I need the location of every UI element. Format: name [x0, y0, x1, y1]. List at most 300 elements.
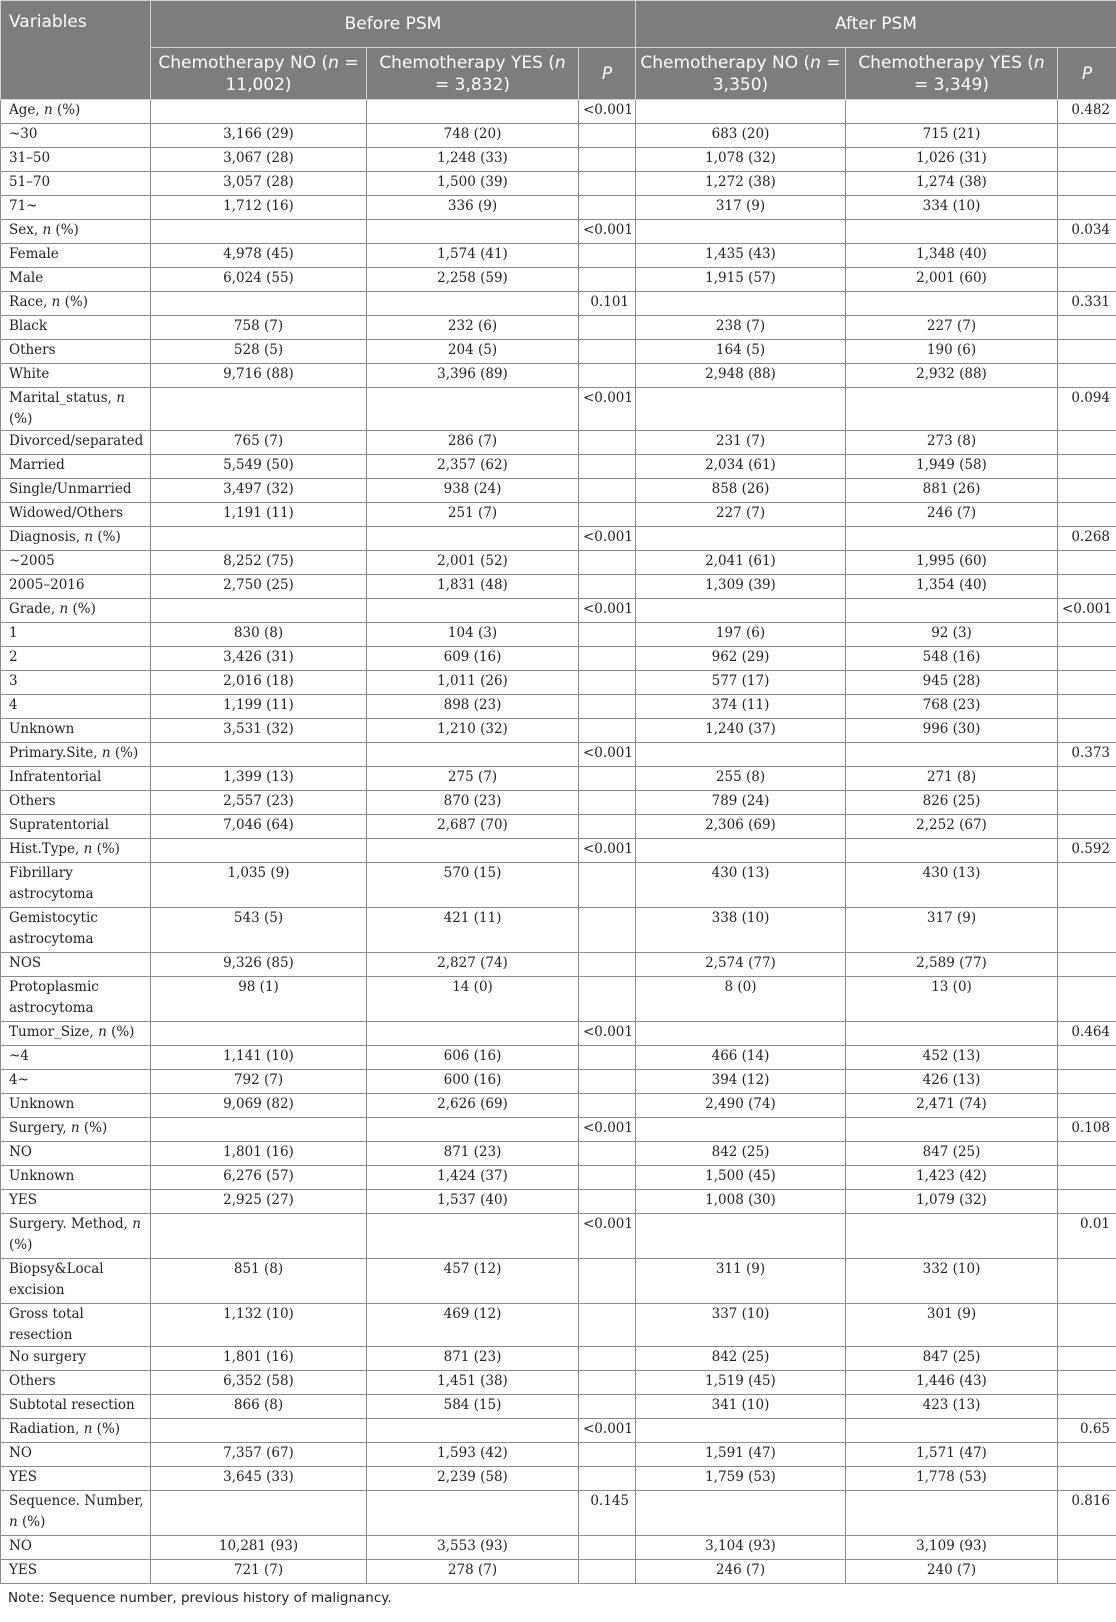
cell-before-p: <0.001 [579, 100, 636, 124]
table-row [1, 599, 1116, 623]
cell-after-chemo-yes: 1,079 (32) [846, 1190, 1058, 1214]
cell-after-chemo-no: 789 (24) [636, 791, 846, 815]
cell-before-p [579, 1094, 636, 1118]
cell-after-p [1058, 196, 1116, 220]
cell-after-chemo-no: 164 (5) [636, 340, 846, 364]
cell-after-p: 0.094 [1058, 388, 1116, 431]
cell-after-p [1058, 1190, 1116, 1214]
cell-before-chemo-no [151, 1419, 367, 1443]
cell-before-p [579, 791, 636, 815]
cell-after-p: 0.331 [1058, 292, 1116, 316]
cell-before-p: <0.001 [579, 388, 636, 431]
cell-before-p: <0.001 [579, 599, 636, 623]
cell-before-p: <0.001 [579, 1214, 636, 1259]
cell-before-chemo-no: 3,497 (32) [151, 479, 367, 503]
cell-before-p [579, 767, 636, 791]
cell-before-chemo-no: 792 (7) [151, 1070, 367, 1094]
table-row [1, 268, 1116, 292]
cell-after-chemo-yes: 92 (3) [846, 623, 1058, 647]
cell-before-chemo-yes: 570 (15) [367, 863, 579, 908]
cell-after-chemo-yes: 317 (9) [846, 908, 1058, 953]
cell-before-chemo-yes [367, 743, 579, 767]
cell-before-chemo-no [151, 599, 367, 623]
cell-after-chemo-no: 1,272 (38) [636, 172, 846, 196]
cell-after-chemo-yes [846, 743, 1058, 767]
cell-after-chemo-no: 311 (9) [636, 1259, 846, 1304]
cell-after-p [1058, 1467, 1116, 1491]
cell-before-chemo-yes: 2,626 (69) [367, 1094, 579, 1118]
cell-after-p: <0.001 [1058, 599, 1116, 623]
cell-before-chemo-yes: 469 (12) [367, 1304, 579, 1347]
cell-after-chemo-yes: 847 (25) [846, 1142, 1058, 1166]
cell-after-p: 0.373 [1058, 743, 1116, 767]
cell-after-p [1058, 431, 1116, 455]
cell-after-chemo-yes: 1,778 (53) [846, 1467, 1058, 1491]
cell-after-chemo-no: 317 (9) [636, 196, 846, 220]
cell-before-chemo-no: 851 (8) [151, 1259, 367, 1304]
cell-before-chemo-no: 765 (7) [151, 431, 367, 455]
cell-before-p [579, 1304, 636, 1347]
cell-before-chemo-no: 1,191 (11) [151, 503, 367, 527]
table-row [1, 527, 1116, 551]
cell-after-chemo-no: 962 (29) [636, 647, 846, 671]
table-row [1, 1443, 1116, 1467]
cell-after-chemo-yes [846, 388, 1058, 431]
cell-after-chemo-no [636, 839, 846, 863]
cell-before-p [579, 1070, 636, 1094]
cell-variable: 2 [1, 647, 151, 671]
table-row [1, 1094, 1116, 1118]
cell-after-p [1058, 503, 1116, 527]
cell-after-chemo-yes: 452 (13) [846, 1046, 1058, 1070]
cell-after-chemo-no [636, 1022, 846, 1046]
cell-variable: White [1, 364, 151, 388]
table-row [1, 908, 1116, 953]
cell-variable: Surgery, n (%) [1, 1118, 151, 1142]
cell-after-p [1058, 671, 1116, 695]
cell-after-chemo-yes: 2,471 (74) [846, 1094, 1058, 1118]
cell-after-chemo-yes: 190 (6) [846, 340, 1058, 364]
cell-variable: Widowed/Others [1, 503, 151, 527]
cell-before-p [579, 1259, 636, 1304]
cell-before-chemo-yes: 421 (11) [367, 908, 579, 953]
cell-after-chemo-yes: 548 (16) [846, 647, 1058, 671]
header-chemo-no-after: Chemotherapy NO (n = 3,350) [636, 48, 846, 100]
cell-variable: ~2005 [1, 551, 151, 575]
cell-variable: 4 [1, 695, 151, 719]
cell-after-p [1058, 1070, 1116, 1094]
cell-variable: Others [1, 1371, 151, 1395]
cell-before-chemo-yes: 286 (7) [367, 431, 579, 455]
cell-after-chemo-yes [846, 527, 1058, 551]
table-row [1, 1419, 1116, 1443]
cell-after-chemo-no [636, 1419, 846, 1443]
cell-before-chemo-yes [367, 220, 579, 244]
cell-variable: Fibrillary astrocytoma [1, 863, 151, 908]
table-row [1, 124, 1116, 148]
cell-variable: Tumor_Size, n (%) [1, 1022, 151, 1046]
cell-before-chemo-no: 1,132 (10) [151, 1304, 367, 1347]
cell-before-chemo-yes: 609 (16) [367, 647, 579, 671]
cell-variable: 4~ [1, 1070, 151, 1094]
cell-before-p [579, 268, 636, 292]
cell-before-p [579, 647, 636, 671]
cell-after-chemo-no [636, 220, 846, 244]
cell-after-chemo-no: 255 (8) [636, 767, 846, 791]
cell-variable: Biopsy&Local excision [1, 1259, 151, 1304]
cell-before-chemo-yes: 748 (20) [367, 124, 579, 148]
cell-before-p [579, 695, 636, 719]
table-row [1, 503, 1116, 527]
cell-before-p: <0.001 [579, 220, 636, 244]
cell-before-chemo-yes: 3,396 (89) [367, 364, 579, 388]
cell-before-chemo-no: 10,281 (93) [151, 1536, 367, 1560]
cell-before-chemo-yes: 1,210 (32) [367, 719, 579, 743]
cell-before-chemo-yes: 457 (12) [367, 1259, 579, 1304]
table-row [1, 551, 1116, 575]
cell-before-chemo-no: 9,716 (88) [151, 364, 367, 388]
cell-after-p [1058, 815, 1116, 839]
cell-before-chemo-yes [367, 839, 579, 863]
table-row [1, 316, 1116, 340]
cell-before-p [579, 1166, 636, 1190]
table-row [1, 1259, 1116, 1304]
cell-variable: Sequence. Number, n (%) [1, 1491, 151, 1536]
cell-after-p: 0.592 [1058, 839, 1116, 863]
table-row [1, 767, 1116, 791]
cell-after-p [1058, 719, 1116, 743]
cell-before-chemo-yes: 898 (23) [367, 695, 579, 719]
table-row [1, 1371, 1116, 1395]
cell-after-chemo-no: 2,041 (61) [636, 551, 846, 575]
cell-after-chemo-no: 683 (20) [636, 124, 846, 148]
table-row [1, 977, 1116, 1022]
cell-after-chemo-no: 2,574 (77) [636, 953, 846, 977]
cell-before-chemo-yes: 870 (23) [367, 791, 579, 815]
cell-variable: Hist.Type, n (%) [1, 839, 151, 863]
cell-before-chemo-no: 1,399 (13) [151, 767, 367, 791]
table-row [1, 671, 1116, 695]
cell-before-chemo-no: 8,252 (75) [151, 551, 367, 575]
cell-after-chemo-no: 858 (26) [636, 479, 846, 503]
table-row [1, 244, 1116, 268]
cell-after-p [1058, 479, 1116, 503]
cell-after-chemo-yes: 2,252 (67) [846, 815, 1058, 839]
table-row [1, 695, 1116, 719]
cell-after-chemo-no [636, 743, 846, 767]
cell-after-chemo-no [636, 1491, 846, 1536]
cell-after-chemo-yes: 715 (21) [846, 124, 1058, 148]
cell-after-chemo-yes: 1,446 (43) [846, 1371, 1058, 1395]
header-before-psm: Before PSM [151, 1, 636, 48]
cell-after-chemo-yes: 227 (7) [846, 316, 1058, 340]
cell-after-p [1058, 316, 1116, 340]
cell-after-chemo-yes: 1,571 (47) [846, 1443, 1058, 1467]
cell-after-p [1058, 908, 1116, 953]
table-row [1, 1467, 1116, 1491]
cell-before-chemo-no: 3,645 (33) [151, 1467, 367, 1491]
cell-before-chemo-no: 2,925 (27) [151, 1190, 367, 1214]
cell-after-chemo-yes: 271 (8) [846, 767, 1058, 791]
cell-before-p [579, 1467, 636, 1491]
cell-before-chemo-no [151, 1491, 367, 1536]
cell-before-chemo-yes: 1,424 (37) [367, 1166, 579, 1190]
cell-after-chemo-yes [846, 1214, 1058, 1259]
cell-before-chemo-no: 543 (5) [151, 908, 367, 953]
table-row [1, 388, 1116, 431]
cell-after-chemo-yes: 332 (10) [846, 1259, 1058, 1304]
cell-after-chemo-yes: 945 (28) [846, 671, 1058, 695]
cell-before-chemo-no [151, 743, 367, 767]
cell-after-chemo-no: 3,104 (93) [636, 1536, 846, 1560]
cell-after-chemo-no: 1,519 (45) [636, 1371, 846, 1395]
cell-after-p [1058, 1560, 1116, 1584]
cell-variable: Black [1, 316, 151, 340]
cell-variable: 1 [1, 623, 151, 647]
cell-before-p [579, 671, 636, 695]
cell-after-chemo-no: 337 (10) [636, 1304, 846, 1347]
table-row [1, 479, 1116, 503]
cell-before-p [579, 575, 636, 599]
cell-before-chemo-yes [367, 1491, 579, 1536]
cell-after-chemo-yes: 1,995 (60) [846, 551, 1058, 575]
table-row [1, 791, 1116, 815]
cell-after-chemo-yes [846, 599, 1058, 623]
cell-after-chemo-no: 430 (13) [636, 863, 846, 908]
cell-before-p [579, 815, 636, 839]
cell-variable: 51–70 [1, 172, 151, 196]
cell-variable: Single/Unmarried [1, 479, 151, 503]
table-row [1, 1166, 1116, 1190]
cell-before-chemo-no: 5,549 (50) [151, 455, 367, 479]
cell-after-chemo-no: 577 (17) [636, 671, 846, 695]
cell-after-p [1058, 1443, 1116, 1467]
cell-after-p [1058, 244, 1116, 268]
cell-before-chemo-yes: 1,593 (42) [367, 1443, 579, 1467]
table-row [1, 863, 1116, 908]
cell-after-p [1058, 767, 1116, 791]
cell-after-p: 0.816 [1058, 1491, 1116, 1536]
cell-after-chemo-yes: 2,589 (77) [846, 953, 1058, 977]
cell-variable: NO [1, 1142, 151, 1166]
cell-after-p [1058, 1536, 1116, 1560]
cell-before-chemo-no: 866 (8) [151, 1395, 367, 1419]
cell-before-chemo-yes [367, 388, 579, 431]
table-row [1, 575, 1116, 599]
cell-before-chemo-no [151, 527, 367, 551]
cell-before-chemo-no: 7,357 (67) [151, 1443, 367, 1467]
cell-before-chemo-yes: 600 (16) [367, 1070, 579, 1094]
table-note: Note: Sequence number, previous history of malignancy. [8, 1590, 392, 1606]
cell-after-chemo-yes: 826 (25) [846, 791, 1058, 815]
cell-before-p [579, 953, 636, 977]
cell-after-chemo-no: 1,008 (30) [636, 1190, 846, 1214]
cell-after-p [1058, 1142, 1116, 1166]
table-row [1, 647, 1116, 671]
cell-after-chemo-yes [846, 100, 1058, 124]
cell-before-p: <0.001 [579, 839, 636, 863]
cell-after-chemo-no: 394 (12) [636, 1070, 846, 1094]
cell-before-chemo-yes: 2,827 (74) [367, 953, 579, 977]
table-row [1, 1347, 1116, 1371]
table-row [1, 148, 1116, 172]
cell-before-chemo-yes: 1,831 (48) [367, 575, 579, 599]
cell-before-p: 0.145 [579, 1491, 636, 1536]
cell-before-p [579, 908, 636, 953]
cell-after-p: 0.108 [1058, 1118, 1116, 1142]
cell-before-chemo-no: 758 (7) [151, 316, 367, 340]
cell-after-p [1058, 1371, 1116, 1395]
cell-before-chemo-yes: 2,001 (52) [367, 551, 579, 575]
cell-after-p [1058, 647, 1116, 671]
cell-after-p [1058, 172, 1116, 196]
cell-before-chemo-no: 721 (7) [151, 1560, 367, 1584]
table-row [1, 1214, 1116, 1259]
cell-before-p [579, 340, 636, 364]
cell-after-chemo-yes: 768 (23) [846, 695, 1058, 719]
cell-variable: ~4 [1, 1046, 151, 1070]
table-row [1, 340, 1116, 364]
cell-after-chemo-no: 246 (7) [636, 1560, 846, 1584]
cell-before-chemo-no: 2,557 (23) [151, 791, 367, 815]
table-row [1, 719, 1116, 743]
cell-after-chemo-no: 238 (7) [636, 316, 846, 340]
cell-before-chemo-yes: 14 (0) [367, 977, 579, 1022]
cell-after-p: 0.482 [1058, 100, 1116, 124]
cell-after-chemo-no: 2,948 (88) [636, 364, 846, 388]
cell-after-chemo-no [636, 599, 846, 623]
cell-variable: ~30 [1, 124, 151, 148]
cell-after-chemo-no: 1,500 (45) [636, 1166, 846, 1190]
cell-after-chemo-yes: 996 (30) [846, 719, 1058, 743]
cell-after-chemo-yes: 1,274 (38) [846, 172, 1058, 196]
cell-before-p [579, 977, 636, 1022]
cell-before-chemo-no: 6,024 (55) [151, 268, 367, 292]
cell-before-p [579, 244, 636, 268]
cell-variable: Surgery. Method, n (%) [1, 1214, 151, 1259]
cell-before-chemo-yes: 1,451 (38) [367, 1371, 579, 1395]
cell-after-chemo-no: 1,915 (57) [636, 268, 846, 292]
cell-before-chemo-no: 3,057 (28) [151, 172, 367, 196]
table-row [1, 1070, 1116, 1094]
cell-variable: 71~ [1, 196, 151, 220]
cell-before-chemo-yes: 1,248 (33) [367, 148, 579, 172]
cell-before-chemo-yes: 1,500 (39) [367, 172, 579, 196]
table-row [1, 100, 1116, 124]
cell-after-chemo-yes: 423 (13) [846, 1395, 1058, 1419]
cell-after-p: 0.034 [1058, 220, 1116, 244]
cell-before-chemo-no [151, 1214, 367, 1259]
cell-before-p [579, 172, 636, 196]
table-row [1, 455, 1116, 479]
cell-before-chemo-no: 6,276 (57) [151, 1166, 367, 1190]
cell-before-chemo-yes: 2,687 (70) [367, 815, 579, 839]
cell-after-p [1058, 364, 1116, 388]
cell-before-chemo-no [151, 1022, 367, 1046]
cell-after-p [1058, 623, 1116, 647]
cell-after-p: 0.464 [1058, 1022, 1116, 1046]
table-row [1, 196, 1116, 220]
cell-before-chemo-no: 528 (5) [151, 340, 367, 364]
cell-before-p [579, 1347, 636, 1371]
cell-after-chemo-yes [846, 220, 1058, 244]
cell-after-chemo-yes [846, 1022, 1058, 1046]
cell-after-chemo-no: 374 (11) [636, 695, 846, 719]
cell-before-chemo-no [151, 220, 367, 244]
cell-after-chemo-yes: 1,354 (40) [846, 575, 1058, 599]
cell-after-p [1058, 791, 1116, 815]
cell-after-chemo-no [636, 388, 846, 431]
cell-after-chemo-no: 231 (7) [636, 431, 846, 455]
table-row [1, 1491, 1116, 1536]
cell-before-chemo-no [151, 839, 367, 863]
cell-before-p [579, 1560, 636, 1584]
cell-before-p [579, 479, 636, 503]
cell-before-p [579, 551, 636, 575]
cell-before-chemo-no: 9,326 (85) [151, 953, 367, 977]
cell-before-p [579, 1395, 636, 1419]
cell-before-chemo-no: 1,801 (16) [151, 1347, 367, 1371]
cell-after-chemo-yes [846, 1118, 1058, 1142]
cell-before-chemo-yes: 871 (23) [367, 1142, 579, 1166]
cell-before-chemo-yes [367, 292, 579, 316]
header-chemo-no-before: Chemotherapy NO (n = 11,002) [151, 48, 367, 100]
table-row [1, 815, 1116, 839]
table-row [1, 839, 1116, 863]
cell-after-chemo-no [636, 1214, 846, 1259]
cell-before-chemo-no [151, 388, 367, 431]
cell-before-chemo-yes [367, 1419, 579, 1443]
cell-after-chemo-yes: 881 (26) [846, 479, 1058, 503]
cell-after-p [1058, 575, 1116, 599]
cell-variable: 2005–2016 [1, 575, 151, 599]
cell-after-chemo-yes: 1,026 (31) [846, 148, 1058, 172]
cell-after-chemo-yes: 246 (7) [846, 503, 1058, 527]
table-row [1, 1118, 1116, 1142]
cell-after-chemo-yes: 334 (10) [846, 196, 1058, 220]
cell-after-chemo-yes: 2,932 (88) [846, 364, 1058, 388]
cell-before-chemo-no: 98 (1) [151, 977, 367, 1022]
table-row [1, 1142, 1116, 1166]
cell-variable: Gemistocytic astrocytoma [1, 908, 151, 953]
table-row [1, 623, 1116, 647]
cell-before-chemo-yes: 275 (7) [367, 767, 579, 791]
cell-before-p [579, 1371, 636, 1395]
cell-after-chemo-yes: 240 (7) [846, 1560, 1058, 1584]
cell-before-chemo-yes: 1,537 (40) [367, 1190, 579, 1214]
cell-before-chemo-no: 3,166 (29) [151, 124, 367, 148]
cell-after-chemo-yes: 2,001 (60) [846, 268, 1058, 292]
cell-variable: 3 [1, 671, 151, 695]
cell-before-chemo-yes: 251 (7) [367, 503, 579, 527]
cell-before-chemo-yes [367, 100, 579, 124]
table-row [1, 1304, 1116, 1347]
cell-before-p [579, 431, 636, 455]
cell-after-chemo-yes: 847 (25) [846, 1347, 1058, 1371]
cell-variable: 31–50 [1, 148, 151, 172]
cell-after-chemo-no: 197 (6) [636, 623, 846, 647]
table-row [1, 364, 1116, 388]
cell-after-p [1058, 1395, 1116, 1419]
cell-before-chemo-yes: 2,357 (62) [367, 455, 579, 479]
cell-after-chemo-yes [846, 1419, 1058, 1443]
cell-variable: NO [1, 1443, 151, 1467]
cell-before-chemo-yes [367, 527, 579, 551]
cell-after-chemo-no [636, 527, 846, 551]
cell-before-chemo-no: 4,978 (45) [151, 244, 367, 268]
table-row [1, 1536, 1116, 1560]
cell-before-p: <0.001 [579, 527, 636, 551]
